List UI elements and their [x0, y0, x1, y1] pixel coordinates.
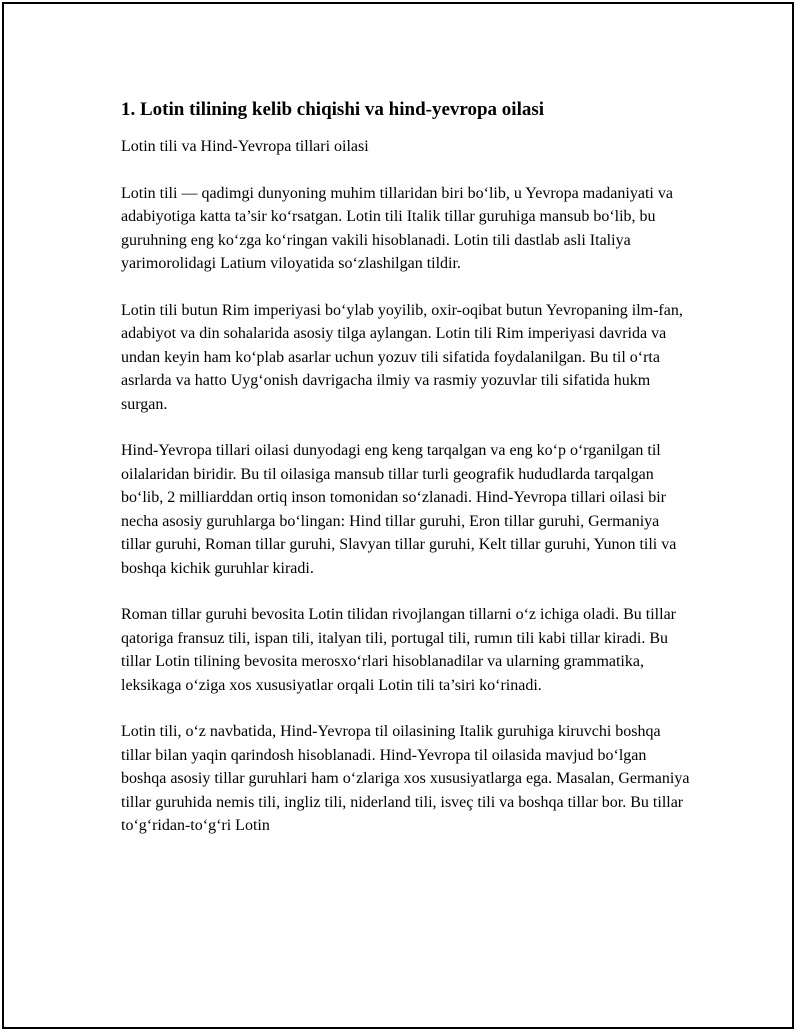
document-title: 1. Lotin tilining kelib chiqishi va hind-yevropa oilasi [121, 99, 545, 120]
document-subtitle: Lotin tili va Hind-Yevropa tillari oilasi [121, 138, 369, 155]
paragraph: Lotin tili, o‘z navbatida, Hind-Yevropa til oilasining Italik guruhiga kiruvchi boshqa tillar bilan yaqin qarindosh hisoblanadi. Hind-Yevropa til oilasida mavjud bo‘lgan boshqa asosiy tillar guruhlari ham o‘zlariga xos xususiyatlarga ega. Masalan, Germaniya tillar guruhida nemis tili, ingliz tili, niderland tili, isveç tili va boshqa tillar bor. Bu tillar to‘g‘ridan-to‘g‘ri Lotin [121, 723, 690, 834]
paragraph: Lotin tili — qadimgi dunyoning muhim tillaridan biri bo‘lib, u Yevropa madaniyati va adabiyotiga katta ta’sir ko‘rsatgan. Lotin tili Italik tillar guruhiga mansub bo‘lib, bu guruhning eng ko‘zga ko‘ringan vakili hisoblanadi. Lotin tili dastlab asli Italiya yarimorolidagi Latium viloyatida so‘zlashilgan tildir. [121, 184, 673, 272]
paragraph: Roman tillar guruhi bevosita Lotin tilidan rivojlangan tillarni o‘z ichiga oladi. Bu tillar qatoriga fransuz tili, ispan tili, italyan tili, portugal tili, rumın tili kabi tillar kiradi. Bu tillar Lotin tilining bevosita merosxo‘rlari hisoblanadilar va ularning grammatika, leksikaga o‘ziga xos xususiyatlar orqali Lotin tili ta’siri ko‘rinadi. [121, 606, 676, 694]
paragraph: Hind-Yevropa tillari oilasi dunyodagi eng keng tarqalgan va eng ko‘p o‘rganilgan til oilalaridan biridir. Bu til oilasiga mansub tillar turli geografik hududlarda tarqalgan bo‘lib, 2 milliarddan ortiq inson tomonidan so‘zlanadi. Hind-Yevropa tillari oilasi bir necha asosiy guruhlarga bo‘lingan: Hind tillar guruhi, Eron tillar guruhi, Germaniya tillar guruhi, Roman tillar guruhi, Slavyan tillar guruhi, Kelt tillar guruhi, Yunon tili va boshqa kichik guruhlar kiradi. [121, 442, 677, 577]
paragraph: Lotin tili butun Rim imperiyasi bo‘ylab yoyilib, oxir-oqibat butun Yevropaning ilm-fan, adabiyot va din sohalarida asosiy tilga aylangan. Lotin tili Rim imperiyasi davrida va undan keyin ham ko‘plab asarlar uchun yozuv tili sifatida foydalanilgan. Bu til o‘rta asrlarda va hatto Uyg‘onish davrigacha ilmiy va rasmiy yozuvlar tili sifatida hukm surgan. [121, 301, 683, 413]
document-body [121, 98, 691, 861]
page-frame [2, 2, 794, 1029]
